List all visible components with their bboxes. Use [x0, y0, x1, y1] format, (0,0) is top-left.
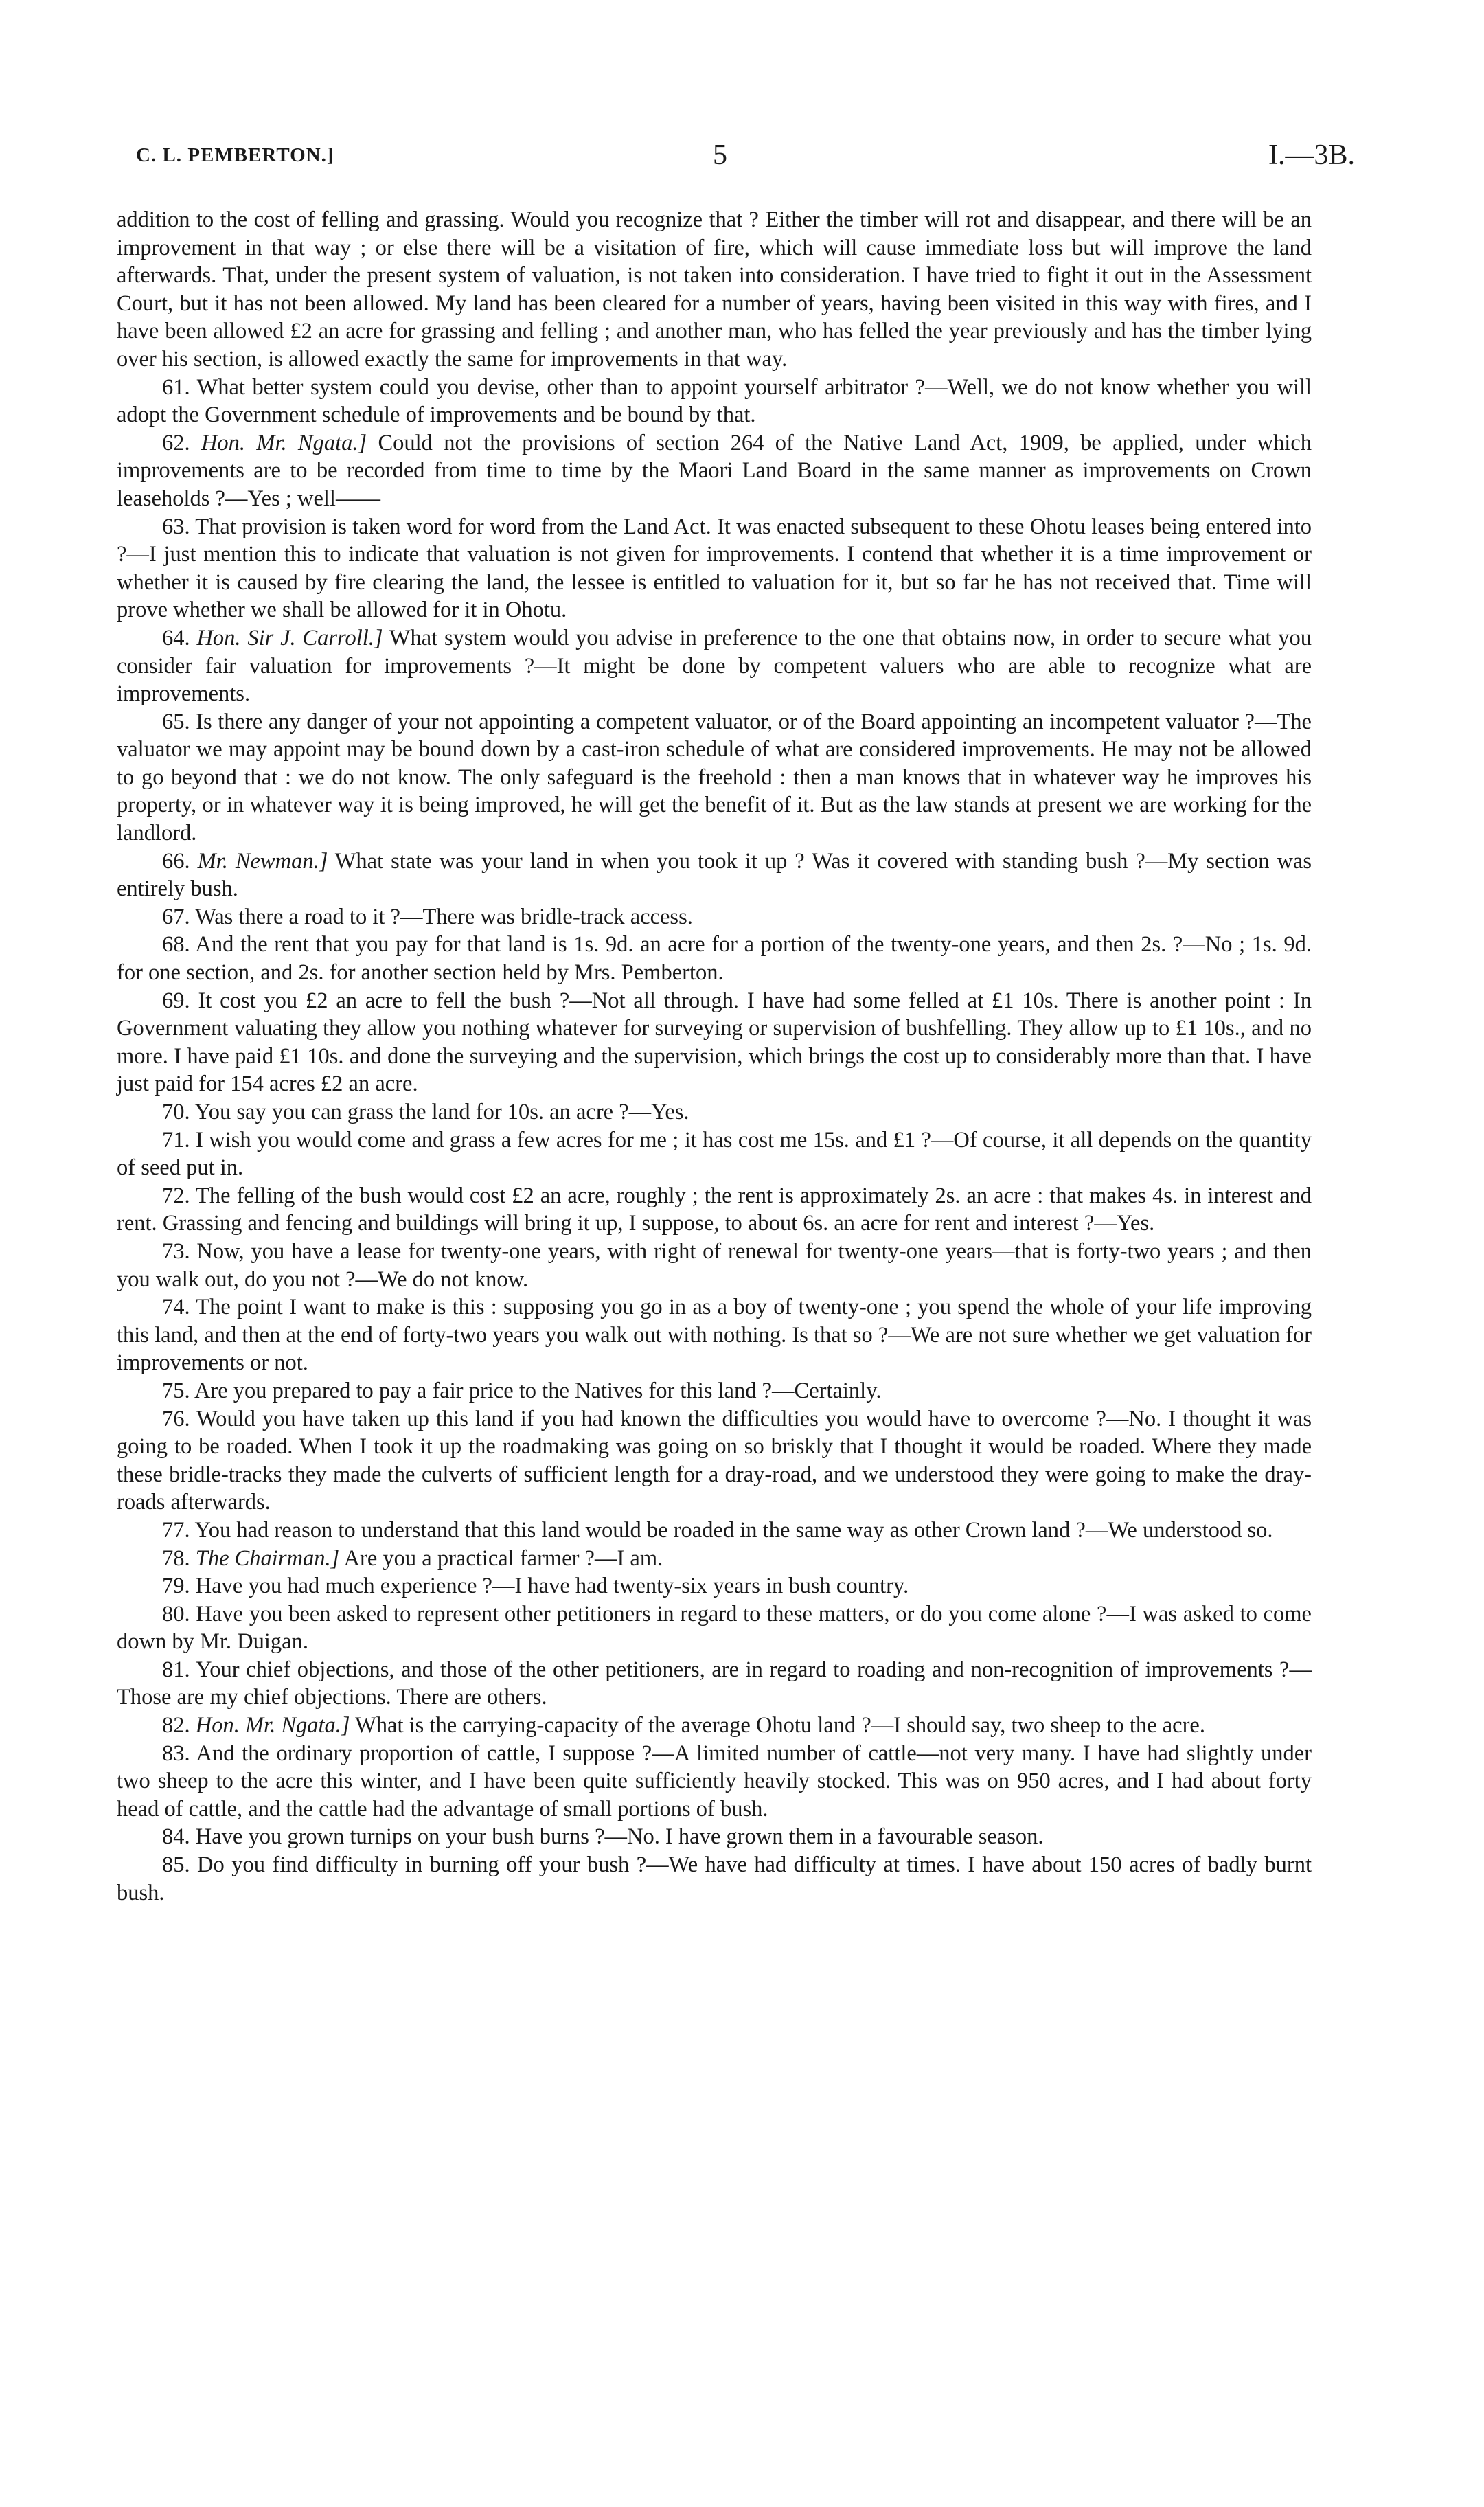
paragraph: 69. It cost you £2 an acre to fell the bush ?—Not all through. I have had some felled at £1 10s. There is another point : In Government valuating they allow you nothing whatever for surveying or supervision of bushfelling. They allow up to £1 10s., and no more. I have paid £1 10s. and done the surveying and the supervision, which brings the cost up to considerably more than that. I have just paid for 154 acres £2 an acre.	[117, 988, 1312, 1097]
paragraph: 82. Hon. Mr. Ngata.] What is the carrying-capacity of the average Ohotu land ?—I should say, two sheep to the acre.	[162, 1713, 1205, 1738]
paragraph: 77. You had reason to understand that this land would be roaded in the same way as other Crown land ?—We understood so.	[162, 1517, 1273, 1543]
document-reference: I.—3B.	[1268, 139, 1355, 171]
paragraph: 73. Now, you have a lease for twenty-one years, with right of renewal for twenty-one years—that is forty-two years ; and then you walk out, do you not ?—We do not know.	[117, 1238, 1312, 1292]
paragraph: 71. I wish you would come and grass a few acres for me ; it has cost me 15s. and £1 ?—Of course, it all depends on the quantity of seed put in.	[117, 1127, 1312, 1181]
header-witness-name: C. L. PEMBERTON.]	[136, 144, 334, 166]
paragraph: 66. Mr. Newman.] What state was your land in when you took it up ? Was it covered with standing bush ?—My section was entirely bush.	[117, 848, 1312, 902]
paragraph: 68. And the rent that you pay for that land is 1s. 9d. an acre for a portion of the twenty-one years, and then 2s. ?—No ; 1s. 9d. for one section, and 2s. for another section held by Mrs. Pemberton.	[117, 932, 1312, 986]
paragraph: 75. Are you prepared to pay a fair price to the Natives for this land ?—Certainly.	[162, 1378, 882, 1403]
paragraph: 78. The Chairman.] Are you a practical farmer ?—I am.	[162, 1545, 663, 1571]
paragraph: 84. Have you grown turnips on your bush burns ?—No. I have grown them in a favourable season.	[162, 1824, 1044, 1850]
paragraph: 65. Is there any danger of your not appointing a competent valuator, or of the Board appointing an incompetent valuator ?—The valuator we may appoint may be bound down by a cast-iron schedule of what are considered improvements. He may not be allowed to go beyond that : we do not know. The only safeguard is the freehold : then a man knows that in whatever way he improves his property, or in whatever way it is being improved, he will get the benefit of it. But as the law stands at present we are working for the landlord.	[117, 709, 1312, 846]
paragraph: 62. Hon. Mr. Ngata.] Could not the provisions of section 264 of the Native Land Act, 1909, be applied, under which improvements are to be recorded from time to time by the Maori Land Board in the same manner as improvements on Crown leaseholds ?—Yes ; well——	[117, 430, 1312, 511]
paragraph: 76. Would you have taken up this land if you had known the difficulties you would have to overcome ?—No. I thought it was going to be roaded. When I took it up the roadmaking was going on so briskly that I thought it would be roaded. Where they made these bridle-tracks they made the culverts of sufficient length for a dray-road, and we understood they were going to make the dray-roads afterwards.	[117, 1406, 1312, 1515]
document-body	[117, 206, 1312, 1907]
paragraph: 72. The felling of the bush would cost £2 an acre, roughly ; the rent is approximately 2s. an acre : that makes 4s. in interest and rent. Grassing and fencing and buildings will bring it up, I suppose, to about 6s. an acre for rent and interest ?—Yes.	[117, 1183, 1312, 1236]
paragraph: 63. That provision is taken word for word from the Land Act. It was enacted subsequent to these Ohotu leases being entered into ?—I just mention this to indicate that valuation is not given for improvements. I contend that whether it is a time improvement or whether it is caused by fire clearing the land, the lessee is entitled to valuation for it, but so far he has not received that. Time will prove whether we shall be allowed for it in Ohotu.	[117, 514, 1312, 623]
page-number: 5	[713, 139, 727, 171]
paragraph: 80. Have you been asked to represent other petitioners in regard to these matters, or do you come alone ?—I was asked to come down by Mr. Duigan.	[117, 1601, 1312, 1655]
speaker-name: The Chairman.]	[195, 1545, 340, 1571]
paragraph: addition to the cost of felling and grassing. Would you recognize that ? Either the timber will rot and disappear, and there will be an improvement in that way ; or else there will be a visitation of fire, which will cause immediate loss but will improve the land afterwards. That, under the present system of valuation, is not taken into consideration. I have tried to fight it out in the Assessment Court, but it has not been allowed. My land has been cleared for a number of years, having been visited in this way with fires, and I have been allowed £2 an acre for grassing and felling ; and another man, who has felled the year previously and has the timber lying over his section, is allowed exactly the same for improvements in that way.	[117, 207, 1312, 372]
paragraph: 67. Was there a road to it ?—There was bridle-track access.	[162, 904, 693, 929]
paragraph: 74. The point I want to make is this : supposing you go in as a boy of twenty-one ; you spend the whole of your life improving this land, and then at the end of forty-two years you walk out with nothing. Is that so ?—We are not sure whether we get valuation for improvements or not.	[117, 1295, 1312, 1376]
paragraph: 83. And the ordinary proportion of cattle, I suppose ?—A limited number of cattle—not very many. I have had slightly under two sheep to the acre this winter, and I have been quite sufficiently heavily stocked. This was on 950 acres, and I had about forty head of cattle, and the cattle had the advantage of small portions of bush.	[117, 1740, 1312, 1822]
speaker-name: Mr. Newman.]	[197, 848, 328, 874]
speaker-name: Hon. Mr. Ngata.]	[195, 1713, 350, 1738]
paragraph: 79. Have you had much experience ?—I have had twenty-six years in bush country.	[162, 1574, 909, 1599]
paragraph: 61. What better system could you devise, other than to appoint yourself arbitrator ?—Well, we do not know whether you will adopt the Government schedule of improvements and be bound by that.	[117, 374, 1312, 428]
speaker-name: Hon. Mr. Ngata.]	[201, 430, 367, 455]
paragraph: 70. You say you can grass the land for 10s. an acre ?—Yes.	[162, 1100, 689, 1124]
paragraph: 64. Hon. Sir J. Carroll.] What system would you advise in preference to the one that obtains now, in order to secure what you consider fair valuation for improvements ?—It might be done by competent valuers who are able to recognize what are improvements.	[117, 625, 1312, 707]
speaker-name: Hon. Sir J. Carroll.]	[196, 625, 383, 650]
paragraph: 85. Do you find difficulty in burning off your bush ?—We have had difficulty at times. I have about 150 acres of badly burnt bush.	[117, 1852, 1312, 1905]
page-header	[136, 139, 1355, 180]
paragraph: 81. Your chief objections, and those of the other petitioners, are in regard to roading and non-recognition of improvements ?—Those are my chief objections. There are others.	[117, 1657, 1312, 1710]
